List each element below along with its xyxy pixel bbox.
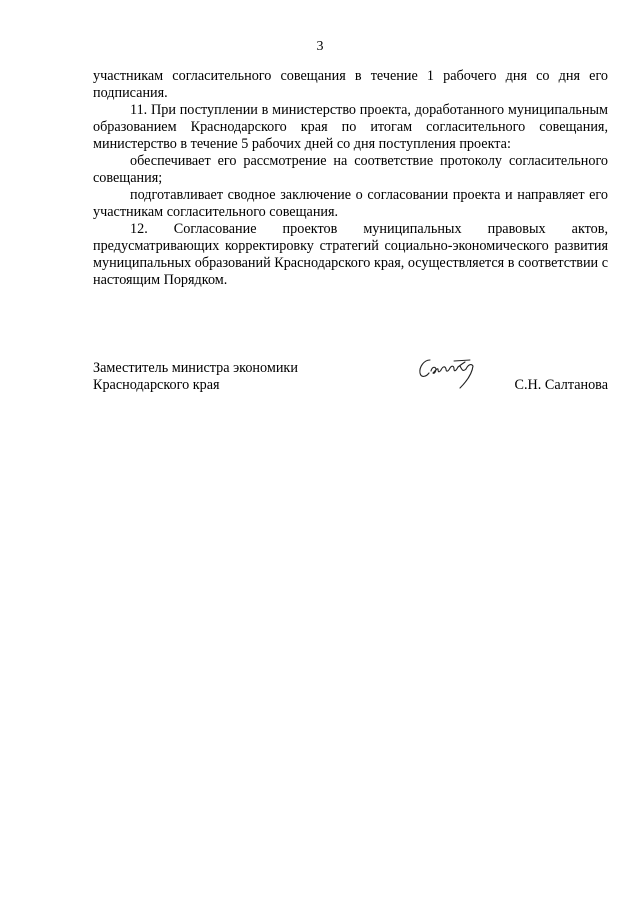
paragraph-subitem-conclusion: подготавливает сводное заключение о согласовании проекта и направляет его участникам согласительного совещания.	[93, 187, 608, 220]
paragraph-item-11: 11. При поступлении в министерство проекта, доработанного муниципальным образованием Краснодарского края по итогам согласительного совещания, министерство в течение 5 рабочих дней со дня поступления проекта:	[93, 102, 608, 152]
signatory-position-line-1: Заместитель министра экономики	[93, 360, 298, 376]
handwritten-signature	[416, 354, 486, 394]
paragraph-subitem-review: обеспечивает его рассмотрение на соответствие протоколу согласительного совещания;	[93, 153, 608, 186]
paragraph-item-12: 12. Согласование проектов муниципальных правовых актов, предусматривающих корректировку стратегий социально-экономического развития муниципальных образований Краснодарского края, осуществляется в соответствии с настоящим Порядком.	[93, 221, 608, 288]
paragraph-continuation: участникам согласительного совещания в течение 1 рабочего дня со дня его подписания.	[93, 68, 608, 101]
signatory-position-line-2: Краснодарского края	[93, 377, 220, 393]
page-number: 3	[316, 39, 324, 54]
signatory-name: С.Н. Салтанова	[514, 377, 608, 393]
signatory-position	[93, 360, 298, 394]
signature-block	[93, 360, 608, 410]
document-body	[93, 68, 608, 289]
